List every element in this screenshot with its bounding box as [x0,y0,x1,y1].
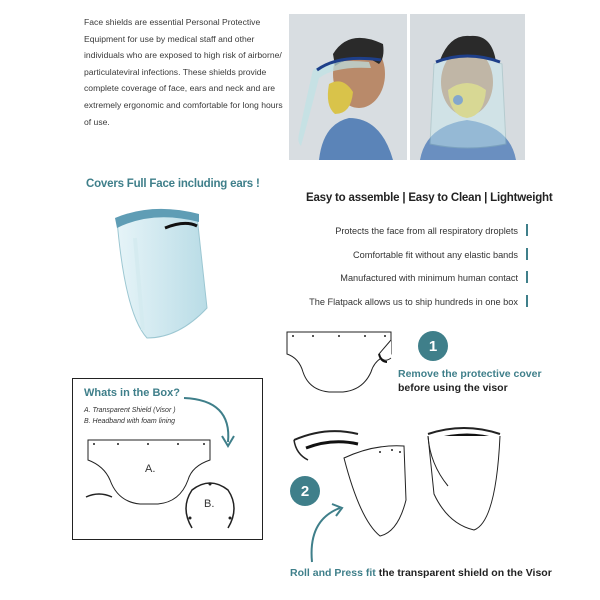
easy-features-line: Easy to assemble | Easy to Clean | Lightweight [306,192,553,204]
step-2-caption-prefix: Roll and Press fit [290,567,376,579]
accent-bar [526,248,528,260]
step-1-title: Remove the protective cover [398,368,542,380]
feature-item: Protects the face from all respiratory droplets [335,224,528,236]
box-item-b: B. Headband with foam lining [84,418,176,425]
feature-item: The Flatpack allows us to ship hundreds in one box [309,295,528,307]
step-2-caption [290,567,552,579]
assembled-shield-drawing [424,424,504,534]
step-1-subtitle: before using the visor [398,382,508,394]
flat-shield-drawing [283,328,398,398]
step-2-badge: 2 [290,476,320,506]
step-1-badge: 1 [418,331,448,361]
step-2-caption-suffix: the transparent shield on the Visor [375,567,552,579]
feature-item: Comfortable fit without any elastic bands [353,248,528,260]
feature-item: Manufactured with minimum human contact [340,271,528,283]
covers-heading: Covers Full Face including ears ! [86,178,260,190]
accent-bar [526,295,528,307]
accent-bar [526,271,528,283]
label-a: A. [145,463,156,475]
person-side-photo [289,14,407,160]
person-front-photo [410,14,525,160]
label-b: B. [204,498,215,510]
accent-bar [526,224,528,236]
box-title: Whats in the Box? [84,387,180,399]
headband-drawing [84,488,114,500]
box-item-a: A. Transparent Shield (Visor ) [84,407,176,414]
rolled-shield-drawing [340,440,410,540]
intro-paragraph: Face shields are essential Personal Protective Equipment for use by medical staff and other individuals who are exposed to high risk of airborne/ particulateviral infections. These shields provide complete coverage of face, ears and neck and are extremely ergonomic and comfortable for long hours of use. [84,17,283,127]
curved-arrow-icon [306,500,346,564]
face-shield-3d-image [95,198,225,348]
